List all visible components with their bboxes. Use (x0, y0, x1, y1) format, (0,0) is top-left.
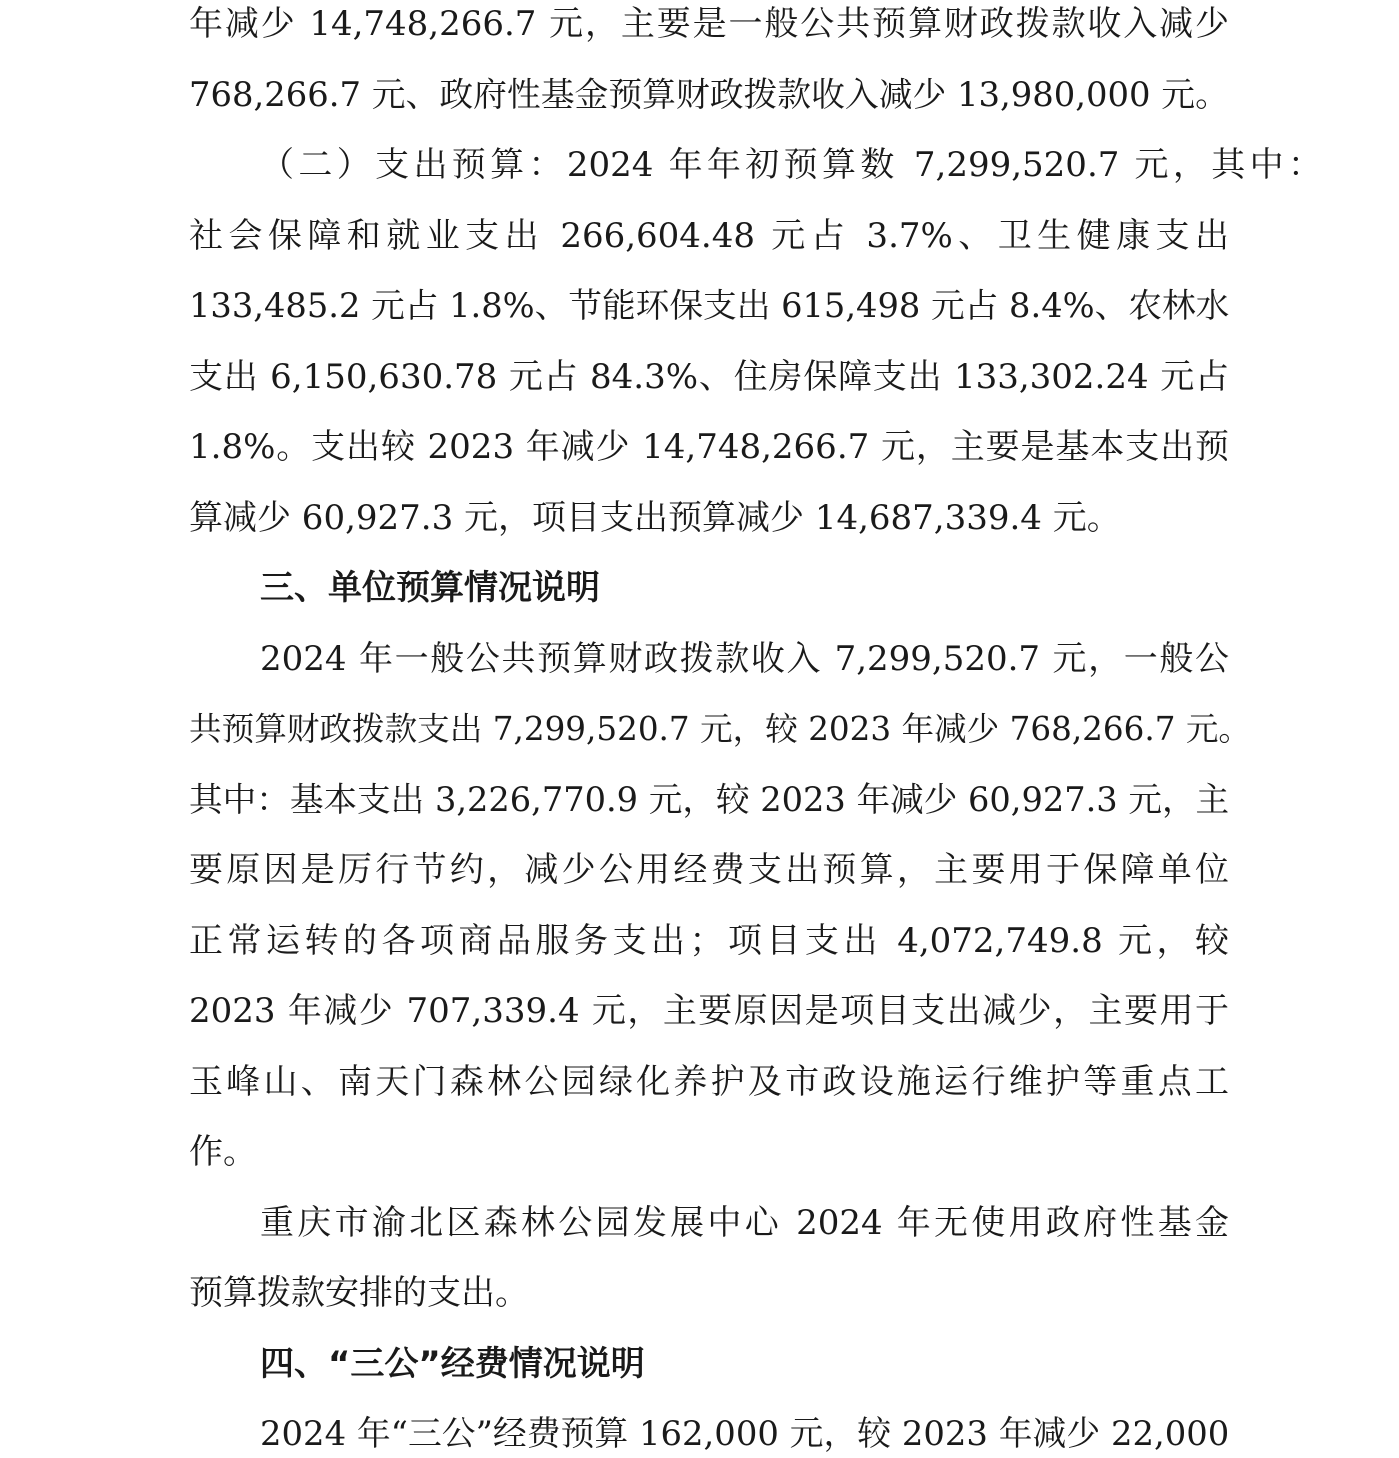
text-line: 玉峰山、南天门森林公园绿化养护及市政设施运行维护等重点工 (189, 1062, 1229, 1102)
text-line: 正常运转的各项商品服务支出；项目支出 4,072,749.8 元，较 (189, 921, 1229, 961)
text-line: 支出 6,150,630.78 元占 84.3%、住房保障支出 133,302.24 元占 (189, 357, 1229, 397)
text-line: 2023 年减少 707,339.4 元，主要原因是项目支出减少，主要用于 (189, 991, 1229, 1031)
text-line: 2024 年一般公共预算财政拨款收入 7,299,520.7 元，一般公 (260, 639, 1229, 679)
section-subtitle-expenditure: （二）支出预算：2024 年年初预算数 7,299,520.7 元，其中： (260, 145, 1322, 185)
text-line: 年减少 14,748,266.7 元，主要是一般公共预算财政拨款收入减少 (189, 4, 1229, 44)
text-line: 768,266.7 元、政府性基金预算财政拨款收入减少 13,980,000 元。 (189, 75, 1229, 114)
text-line: 1.8%。支出较 2023 年减少 14,748,266.7 元，主要是基本支出预 (189, 427, 1229, 467)
text-line: 133,485.2 元占 1.8%、节能环保支出 615,498 元占 8.4%、农林水 (189, 286, 1230, 325)
text-line: 算减少 60,927.3 元，项目支出预算减少 14,687,339.4 元。 (189, 498, 1121, 538)
text-line: 共预算财政拨款支出 7,299,520.7 元，较 2023 年减少 768,266.7 元。 (189, 710, 1251, 748)
text-line: 2024 年“三公”经费预算 162,000 元，较 2023 年减少 22,000 (260, 1414, 1230, 1453)
section-heading-three-public: 四、“三公”经费情况说明 (260, 1344, 645, 1384)
text-line: 作。 (189, 1132, 257, 1172)
text-line: 社会保障和就业支出 266,604.48 元占 3.7%、卫生健康支出 (189, 216, 1229, 256)
text-line: 其中：基本支出 3,226,770.9 元，较 2023 年减少 60,927.3 元，主 (189, 780, 1230, 819)
text-line: 预算拨款安排的支出。 (189, 1273, 529, 1313)
text-line: 重庆市渝北区森林公园发展中心 2024 年无使用政府性基金 (260, 1203, 1229, 1243)
text-line: 要原因是厉行节约，减少公用经费支出预算，主要用于保障单位 (189, 850, 1229, 890)
section-heading-unit-budget: 三、单位预算情况说明 (260, 568, 600, 608)
